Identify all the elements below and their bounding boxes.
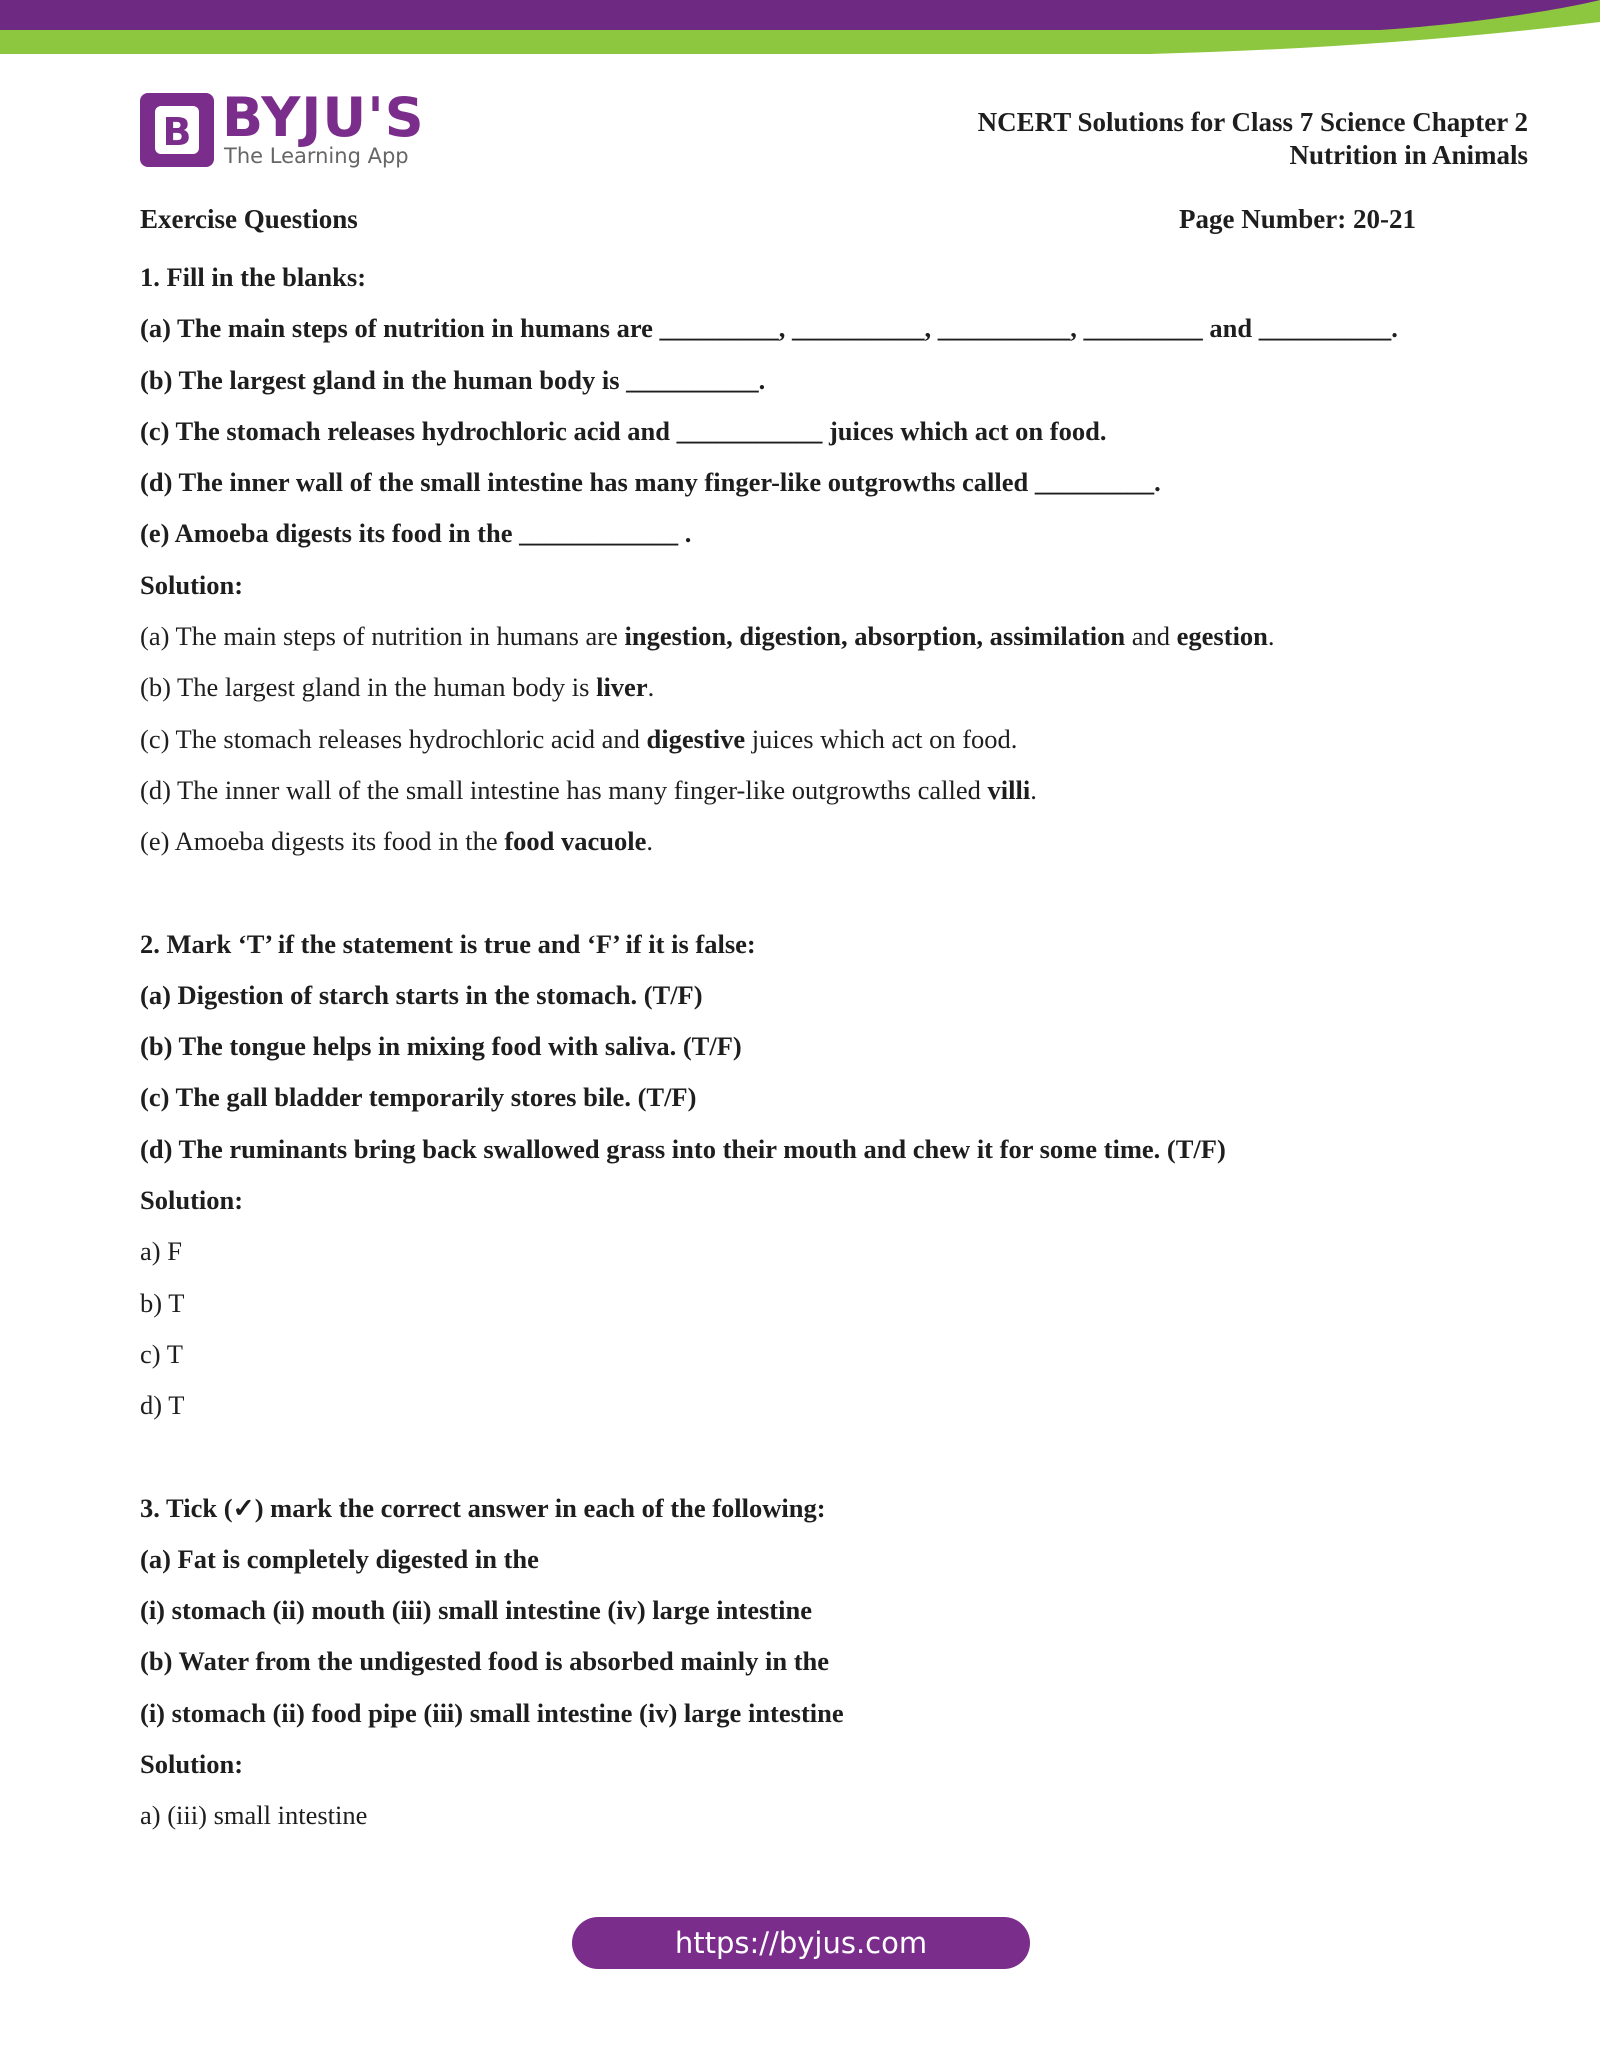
logo-tagline: The Learning App [224,144,409,168]
q3-options-b: (i) stomach (ii) food pipe (iii) small intestine (iv) large intestine [140,1697,844,1728]
meta-row [140,201,1416,237]
q2-item-b: (b) The tongue helps in mixing food with saliva. (T/F) [140,1031,742,1062]
q3-answer-a: a) (iii) small intestine [140,1800,368,1831]
q1-item-b: (b) The largest gland in the human body is __________. [140,364,766,395]
document-body [140,252,1540,1842]
q2-answer-a: a) F [140,1236,182,1267]
q1-answer-d: (d) The inner wall of the small intestine has many finger-like outgrowths called villi. [140,774,1037,805]
purple-band [0,0,1600,30]
logo-brand: BYJU'S [222,86,425,149]
q2-answer-d: d) T [140,1390,185,1421]
logo-mark [140,93,214,167]
q2-title: 2. Mark ‘T’ if the statement is true and ‘F’ if it is false: [140,928,756,959]
q1-item-a: (a) The main steps of nutrition in humans are _________, __________, __________, _________ and __________. [140,313,1398,344]
section-heading: Exercise Questions [140,204,358,234]
svg-text:B: B [162,110,192,154]
byjus-logo [140,86,425,168]
q3-solution-label: Solution: [140,1749,244,1780]
website-link-button[interactable]: https://byjus.com [572,1917,1030,1969]
q1-answer-b: (b) The largest gland in the human body is liver. [140,672,655,703]
q1-title: 1. Fill in the blanks: [140,262,367,292]
page-number: Page Number: 20-21 [1179,204,1416,234]
q3-item-b: (b) Water from the undigested food is absorbed mainly in the [140,1646,830,1677]
q1-solution-label: Solution: [140,569,244,600]
logo-b-icon [147,100,207,160]
q2-item-c: (c) The gall bladder temporarily stores bile. (T/F) [140,1082,697,1113]
title-line-2: Nutrition in Animals [1289,140,1528,170]
q1-answer-c: (c) The stomach releases hydrochloric acid and digestive juices which act on food. [140,723,1018,754]
top-decorative-band [0,0,1600,60]
q1-answer-a: (a) The main steps of nutrition in humans are ingestion, digestion, absorption, assimilation and egestion. [140,621,1275,652]
q2-item-d: (d) The ruminants bring back swallowed grass into their mouth and chew it for some time. (T/F) [140,1133,1226,1164]
document-title [978,106,1528,172]
q2-answer-b: b) T [140,1287,185,1318]
q3-title: 3. Tick (✓) mark the correct answer in each of the following: [140,1492,826,1523]
spacer [140,1432,1540,1483]
q2-item-a: (a) Digestion of starch starts in the stomach. (T/F) [140,979,703,1010]
q3-item-a: (a) Fat is completely digested in the [140,1543,539,1574]
q1-item-c: (c) The stomach releases hydrochloric acid and ___________ juices which act on food. [140,415,1107,446]
q3-options-a: (i) stomach (ii) mouth (iii) small intestine (iv) large intestine [140,1595,812,1626]
spacer [140,868,1540,919]
q1-item-e: (e) Amoeba digests its food in the ____________ . [140,518,692,549]
q2-solution-label: Solution: [140,1185,244,1216]
title-line-1: NCERT Solutions for Class 7 Science Chapter 2 [977,107,1528,137]
q1-answer-e: (e) Amoeba digests its food in the food vacuole. [140,826,653,857]
q1-item-d: (d) The inner wall of the small intestine has many finger-like outgrowths called _________. [140,467,1161,498]
q2-answer-c: c) T [140,1338,183,1369]
